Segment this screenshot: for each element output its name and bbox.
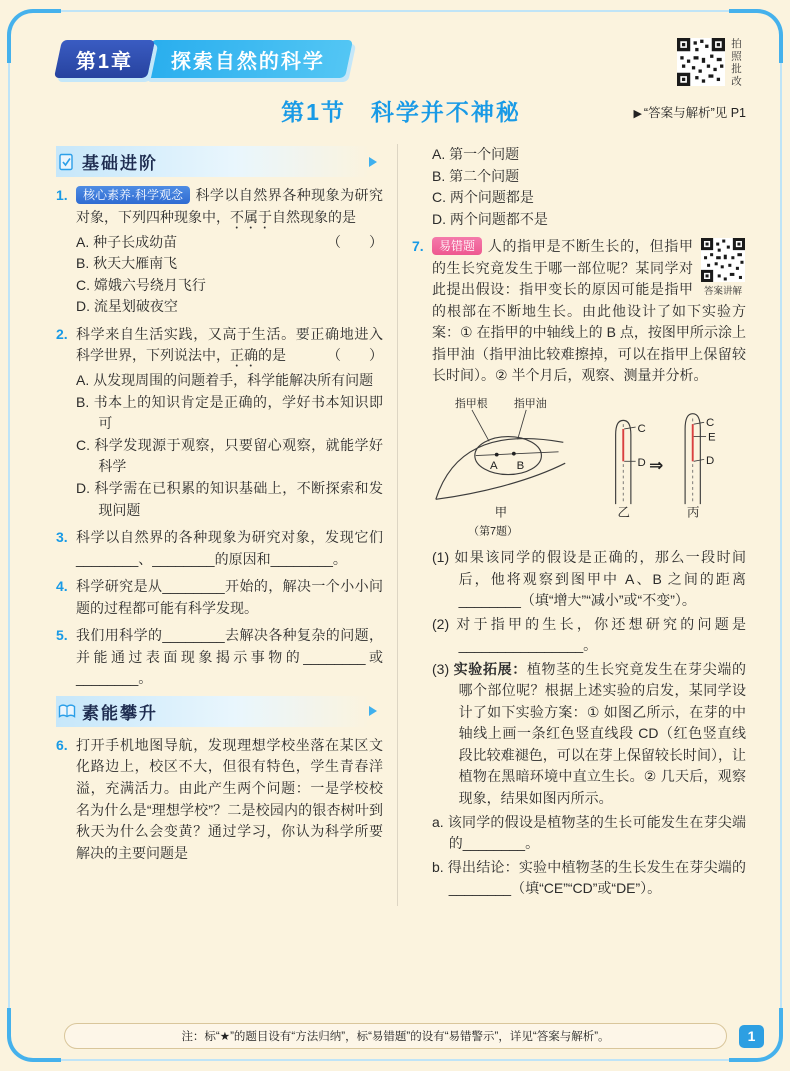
figure-caption: （第7题）: [468, 525, 519, 538]
question-1: [56, 185, 383, 318]
sub-question-1: (1) 如果该同学的假设是正确的，那么一段时间后，他将观察到图甲中 A、B 之间的距离________（填“增大”“减小”或“不变”）。: [432, 549, 746, 609]
chapter-title-box: [143, 40, 353, 78]
question-6: [56, 735, 383, 864]
triangle-icon: ▶: [633, 108, 642, 120]
answer-bracket: （ ）: [327, 347, 383, 364]
figure-bing-label: 丙: [687, 505, 700, 520]
nail-root-label: 指甲根: [454, 398, 488, 411]
qr-caption: 拍照批改: [730, 38, 742, 88]
chapter-number: 第1章: [76, 50, 134, 73]
figure-yi-label: 乙: [617, 505, 630, 520]
question-stem: 核心素养·科学观念 科学以自然界各种现象为研究对象，下列四种现象中，不属于自然现象的是 （ ）: [76, 185, 383, 232]
workbook-page: [56, 40, 746, 1027]
figure-jia-label: 甲: [494, 505, 508, 520]
question-stem: 科学来自生活实践，又高于生活。要正确地进入科学世界，下列说法中，正确的是 （ ）: [76, 324, 383, 371]
sub-question-3: (3) 实验拓展：植物茎的生长究竟发生在芽尖端的哪个部位呢？根据上述实验的启发，某同学设计了如下实验方案：① 如图乙所示，在芽的中轴线上画一条红色竖直线段 CD（红色竖直线段比较难褪色，可以在芽上保留较长时间），让植物在黑暗环境中直立生长。② 几天后，观察现象，结果如图丙所示。: [432, 660, 747, 807]
open-book-icon: [58, 702, 76, 720]
sub-question-3a: a. 该同学的假设是植物茎的生长可能发生在芽尖端的________。: [432, 813, 746, 852]
option-c: C. 两个问题都是: [432, 189, 534, 206]
option-c: C. 嫦娥六号绕月飞行: [76, 276, 206, 293]
answer-reference-text: “答案与解析”见 P1: [643, 106, 746, 120]
page-footer: [64, 1023, 764, 1049]
question-3: [56, 527, 383, 570]
option-b: B. 第二个问题: [432, 167, 520, 184]
qr-code-icon: [677, 38, 725, 86]
question-number: 3.: [56, 529, 68, 546]
question-number: 6.: [56, 736, 68, 753]
question-7-figure: [432, 391, 746, 543]
option-d: D. 两个问题都不是: [432, 210, 548, 227]
question-stem: 科学以自然界的各种现象为研究对象，发现它们________、________的原因和________。: [76, 529, 383, 567]
qr-caption: 答案讲解: [703, 286, 742, 298]
corner-accent-bottom-left: [7, 1008, 61, 1062]
answer-bracket: （ ）: [327, 233, 383, 250]
question-stem: 科学研究是从________开始的，解决一个小小问题的过程都可能有科学发现。: [76, 578, 383, 616]
yi-point-d-label: D: [637, 457, 646, 470]
arrow-icon: ⇒: [648, 455, 664, 475]
question-number: 1.: [56, 187, 68, 203]
triangle-icon: [369, 706, 377, 716]
option-a: A. 从发现周围的问题着手，科学能解决所有问题: [76, 372, 374, 389]
triangle-icon: [369, 157, 377, 167]
sub-question-2: (2) 对于指甲的生长，你还想研究的问题是________________。: [432, 615, 746, 654]
block-header-advanced: [56, 696, 383, 727]
yi-point-c-label: C: [637, 422, 646, 435]
answer-explanation-qr: [700, 238, 746, 297]
nail-polish-label: 指甲油: [513, 398, 547, 411]
competency-tag: 核心素养·科学观念: [76, 186, 190, 204]
sub-question-3b: b. 得出结论：实验中植物茎的生长发生在芽尖端的________（填“CE”“CD”或“DE”）。: [432, 858, 746, 897]
page-number: 1: [739, 1025, 764, 1048]
question-stem: 易错题 人的指甲是不断生长的，但指甲的生长究竟发生于哪一部位呢？某同学对此提出假设：指甲变长的原因可能是指甲的根部在不断地生长。由此他设计了如下实验方案：① 在指甲的中轴线上的 B 点，按图甲所示涂上指甲油（指甲油比较难擦掉，可以在指甲上保留较长时间）。② 半个月后，观察、测量并分析。: [432, 238, 746, 384]
section-title: 第1节 科学并不神秘: [281, 99, 521, 125]
option-d: D. 流星划破夜空: [76, 298, 178, 315]
option-a: A. 种子长成幼苗: [76, 233, 178, 250]
question-4: [56, 576, 383, 619]
answer-reference: [633, 103, 746, 121]
bing-point-c-label: C: [706, 417, 715, 430]
option-b: B. 书本上的知识肯定是正确的，学好书本知识即可: [76, 393, 383, 432]
question-number: 2.: [56, 325, 68, 342]
block-title: 基础进阶: [82, 154, 158, 173]
question-5: [56, 625, 383, 690]
footer-note: 注：标“★”的题目设有“方法归纳”，标“易错题”的设有“易错警示”，详见“答案与解析”。: [64, 1023, 727, 1049]
corner-accent-top-left: [7, 9, 61, 63]
two-column-layout: [56, 144, 746, 906]
point-b-label: B: [516, 459, 525, 472]
question-stem: 打开手机地图导航，发现理想学校坐落在某区文化路边上，校区不大，但很有特色，学生青春洋溢，充满活力。由此产生两个问题：一是学校校名为什么是“理想学校”？二是校园内的银杏树叶到秋天为什么会变黄？通过学习，你认为科学所要解决的主要问题是: [76, 736, 383, 861]
error-prone-tag: 易错题: [432, 237, 482, 255]
option-b: B. 秋天大雁南飞: [76, 255, 178, 272]
question-number: 4.: [56, 578, 68, 595]
question-6-options: [412, 144, 746, 230]
block-header-basics: [56, 146, 383, 177]
chapter-title: 探索自然的科学: [171, 50, 326, 73]
section-header: [56, 94, 746, 128]
right-column: [397, 144, 746, 906]
left-column: [56, 144, 383, 906]
question-2: [56, 324, 383, 521]
question-number: 5.: [56, 627, 68, 644]
qr-code-icon: [701, 238, 745, 282]
option-c: C. 科学发现源于观察，只要留心观察，就能学好科学: [76, 436, 383, 475]
experiment-extension-label: 实验拓展：: [453, 660, 527, 677]
question-7: [412, 236, 746, 900]
option-d: D. 科学需在已积累的知识基础上，不断探索和发现问题: [76, 480, 383, 518]
chapter-banner: [58, 38, 746, 88]
bing-point-d-label: D: [706, 455, 715, 468]
bing-point-e-label: E: [707, 431, 716, 444]
question-number: 7.: [412, 238, 424, 255]
exam-paper-icon: [58, 153, 76, 171]
chapter-number-box: [54, 40, 155, 78]
question-stem: 我们用科学的________去解决各种复杂的问题，并能通过表面现象揭示事物的________或________。: [76, 627, 383, 687]
block-title: 素能攀升: [82, 703, 158, 723]
photo-grading-qr: [677, 38, 744, 88]
option-a: A. 第一个问题: [432, 146, 520, 162]
point-a-label: A: [490, 459, 498, 472]
